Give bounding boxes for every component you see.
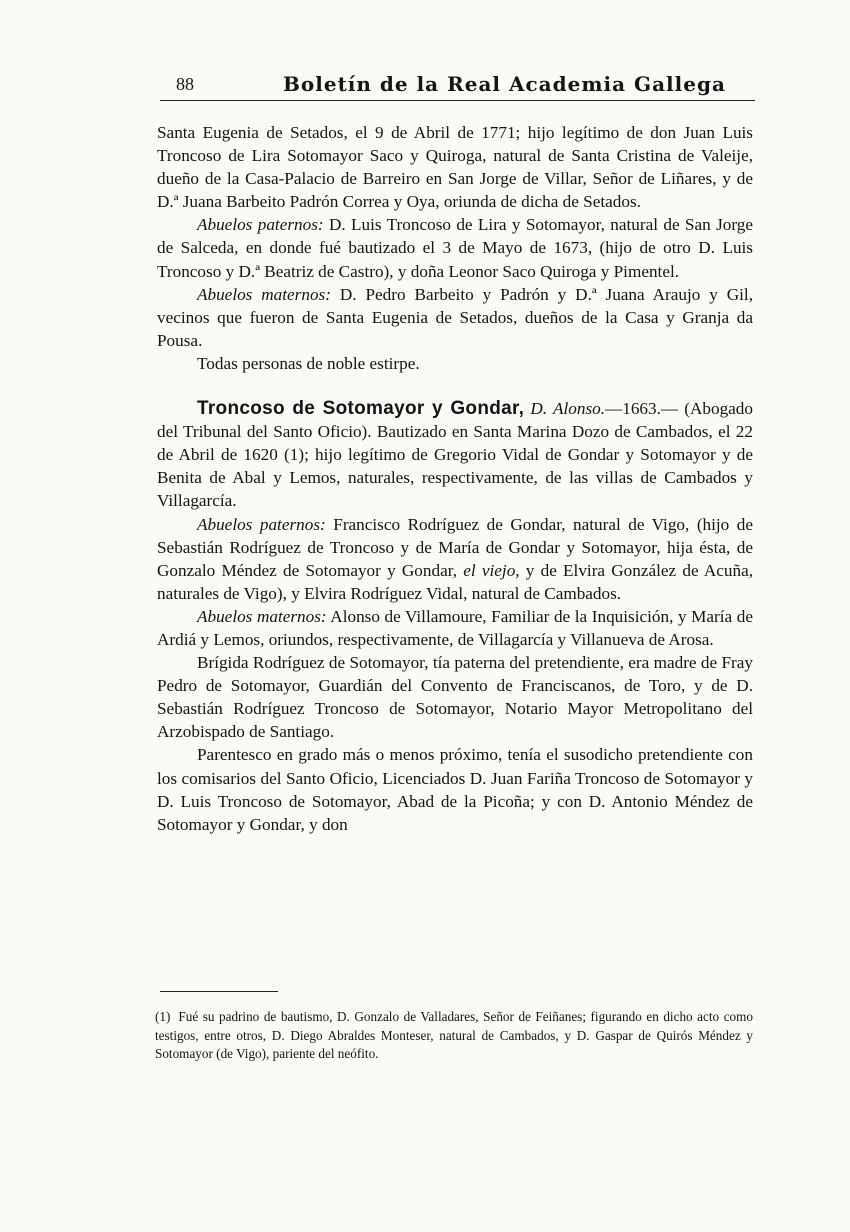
footnote — [155, 1008, 753, 1064]
page-number: 88 — [176, 74, 194, 94]
paragraph: Abuelos paternos: Francisco Rodríguez de Gondar, natural de Vigo, (hijo de Sebastián Rodríguez de Troncoso y de María de Gondar y Sotomayor, hija ésta, de Gonzalo Méndez de Sotomayor y Gondar, el viejo, y de Elvira González de Acuña, naturales de Vigo), y Elvira Rodríguez Vidal, natural de Cambados. — [157, 514, 753, 603]
paragraph: Abuelos maternos: D. Pedro Barbeito y Padrón y D.ª Juana Araujo y Gil, vecinos que fueron de Santa Eugenia de Setados, dueños de la Casa y Granja da Pousa. — [157, 284, 753, 350]
section-label: Abuelos paternos: — [197, 514, 326, 534]
running-header — [160, 72, 755, 101]
paragraph: Abuelos paternos: D. Luis Troncoso de Lira y Sotomayor, natural de San Jorge de Salceda, en donde fué bautizado el 3 de Mayo de 1673, (hijo de otro D. Luis Troncoso y D.ª Beatriz de Castro), y doña Leonor Saco Quiroga y Pimentel. — [157, 215, 753, 281]
paragraph: Brígida Rodríguez de Sotomayor, tía paterna del pretendiente, era madre de Fray Pedro de Sotomayor, Guardián del Convento de Franciscanos, de Toro, y de D. Sebastián Rodríguez Troncoso de Sotomayor, Notario Mayor Metropolitano del Arzobispado de Santiago. — [157, 653, 753, 742]
footnote-number: (1) — [155, 1009, 171, 1024]
paragraph: Todas personas de noble estirpe. — [197, 353, 420, 373]
paragraph: Santa Eugenia de Setados, el 9 de Abril de 1771; hijo legítimo de don Juan Luis Troncoso de Lira Sotomayor Saco y Quiroga, natural de Santa Cristina de Valeije, dueño de la Casa-Palacio de Barreiro en San Jorge de Villar, Señor de Liñares, y de D.ª Juana Barbeito Padrón Correa y Oya, oriunda de dicha de Setados. — [157, 123, 753, 212]
section-label: Abuelos paternos: — [197, 215, 324, 235]
section-gap — [157, 375, 753, 397]
footnote-text: Fué su padrino de bautismo, D. Gonzalo de Valladares, Señor de Feiñanes; figurando en dicho acto como testigos, entre otros, D. Diego Abraldes Monteser, natural de Cambados, y D. Gaspar de Quirós Méndez y Sotomayor (de Vigo), pariente del neófito. — [155, 1009, 753, 1061]
paragraph: Parentesco en grado más o menos próximo, tenía el susodicho pretendiente con los comisarios del Santo Oficio, Licenciados D. Juan Fariña Troncoso de Sotomayor y D. Luis Troncoso de Sotomayor, Abad de la Picoña; y con D. Antonio Méndez de Sotomayor y Gondar, y don — [157, 745, 753, 834]
body-text — [157, 121, 753, 836]
section-label: Abuelos maternos: — [197, 284, 331, 304]
footnote-divider — [160, 991, 278, 992]
section-label: Abuelos maternos: — [197, 606, 327, 626]
entry-title: Troncoso de Sotomayor y Gondar, — [197, 398, 525, 420]
paragraph: Abuelos maternos: Alonso de Villamoure, Familiar de la Inquisición, y María de Ardiá y Lemos, oriundos, respectivamente, de Villagarcía y Villanueva de Arosa. — [157, 606, 753, 649]
entry-paragraph: Troncoso de Sotomayor y Gondar, D. Alonso.—1663.— (Abogado del Tribunal del Santo Oficio). Bautizado en Santa Marina Dozo de Cambados, el 22 de Abril de 1620 (1); hijo legítimo de Gregorio Vidal de Gondar y Sotomayor y de Benita de Abal y Lemos, naturales, respectivamente, de las villas de Cambados y Villagarcía. — [157, 398, 753, 511]
journal-title: Boletín de la Real Academia Gallega — [283, 72, 726, 96]
entry-name: D. Alonso. — [530, 399, 606, 419]
